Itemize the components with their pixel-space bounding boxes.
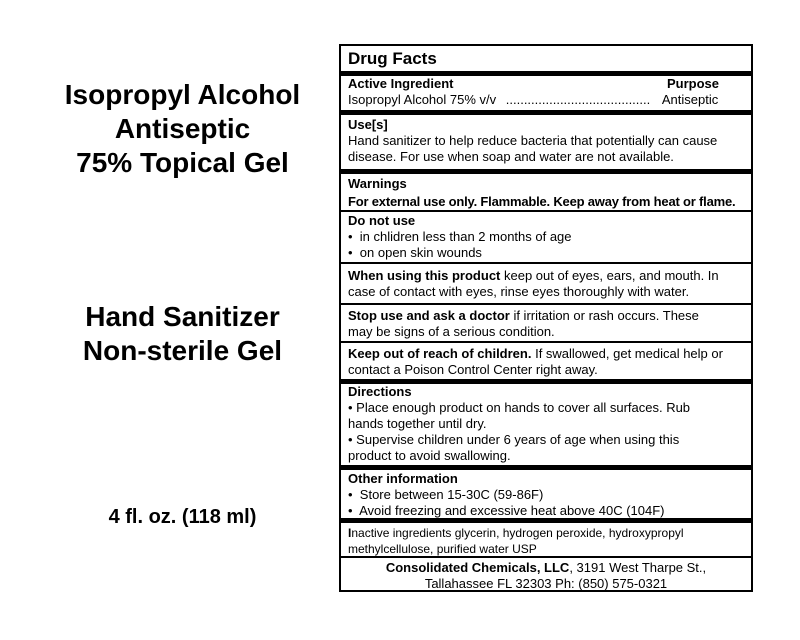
- directions-line: • Supervise children under 6 years of age when using this: [348, 432, 680, 447]
- manufacturer-name: Consolidated Chemicals, LLC: [385, 560, 570, 575]
- divider: [341, 556, 751, 558]
- product-subtitle: [30, 300, 335, 368]
- directions-line: product to avoid swallowing.: [348, 448, 511, 463]
- do-not-use-section: [341, 213, 751, 261]
- purpose-value: Antiseptic: [661, 92, 719, 107]
- divider: [341, 465, 751, 470]
- title-line: Isopropyl Alcohol: [64, 79, 301, 110]
- stop-use-heading: Stop use and ask a doctor: [348, 308, 510, 323]
- divider: [341, 110, 751, 115]
- do-not-use-item: • in chlidren less than 2 months of age: [348, 229, 572, 244]
- manufacturer-address: , 3191 West Tharpe St.,: [569, 560, 707, 575]
- stop-use-text: if irritation or rash occurs. These: [509, 308, 699, 323]
- drug-facts-panel: [339, 44, 753, 592]
- subtitle-line: Non-sterile Gel: [82, 335, 283, 366]
- divider: [341, 210, 751, 212]
- directions-heading: Directions: [348, 384, 412, 399]
- stop-use-section: [341, 308, 751, 340]
- divider: [341, 518, 751, 523]
- inactive-text: glycerin, hydrogen peroxide, hydroxypropyl: [451, 526, 684, 540]
- uses-heading: Use[s]: [348, 117, 388, 132]
- keep-out-text: If swallowed, get medical help or: [531, 346, 723, 361]
- stop-use-text: may be signs of a serious condition.: [348, 324, 555, 339]
- subtitle-line: Hand Sanitizer: [85, 301, 280, 332]
- when-using-section: [341, 268, 751, 300]
- inactive-section: Inactive ingredients glycerin, hydrogen peroxide, hydroxypropyl methylcellulose, purified water USP: [341, 525, 751, 557]
- when-using-text: case of contact with eyes, rinse eyes thoroughly with water.: [348, 284, 690, 299]
- do-not-use-heading: Do not use: [348, 213, 416, 228]
- product-title: [30, 78, 335, 180]
- other-info-heading: Other information: [348, 471, 458, 486]
- divider: [341, 303, 751, 305]
- drug-facts-heading: Drug Facts: [348, 49, 437, 68]
- manufacturer-contact: Tallahassee FL 32303 Ph: (850) 575-0321: [424, 576, 668, 591]
- other-info-item: • Avoid freezing and excessive heat above 40C (104F): [348, 503, 665, 518]
- leader-dots: ........................................: [505, 92, 651, 107]
- active-ingredient-section: [341, 76, 751, 108]
- when-using-text: keep out of eyes, ears, and mouth. In: [500, 268, 719, 283]
- other-info-item: • Store between 15-30C (59-86F): [348, 487, 544, 502]
- directions-section: [341, 384, 751, 464]
- other-info-section: [341, 471, 751, 519]
- when-using-heading: When using this product: [348, 268, 501, 283]
- keep-out-section: [341, 346, 751, 378]
- divider: [341, 262, 751, 264]
- uses-line: Hand sanitizer to help reduce bacteria that potentially can cause: [348, 133, 718, 148]
- inactive-text: methylcellulose, purified water USP: [348, 542, 537, 556]
- warnings-text: For external use only. Flammable. Keep away from heat or flame.: [348, 194, 736, 209]
- directions-line: • Place enough product on hands to cover all surfaces. Rub: [348, 400, 691, 415]
- directions-line: hands together until dry.: [348, 416, 487, 431]
- title-line: 75% Topical Gel: [76, 147, 289, 178]
- active-ingredient: Isopropyl Alcohol 75% v/v: [348, 92, 497, 107]
- manufacturer-section: [341, 560, 751, 592]
- divider: [341, 341, 751, 343]
- net-contents: 4 fl. oz. (118 ml): [108, 506, 257, 528]
- active-ingredient-label: Active Ingredient: [348, 76, 454, 91]
- inactive-heading: nactive ingredients: [351, 526, 452, 540]
- divider: [341, 169, 751, 174]
- keep-out-text: contact a Poison Control Center right away.: [348, 362, 598, 377]
- warnings-section: [341, 176, 751, 210]
- warnings-heading: Warnings: [348, 176, 407, 191]
- purpose-label: Purpose: [666, 76, 719, 91]
- uses-line: disease. For use when soap and water are not available.: [348, 149, 674, 164]
- keep-out-heading: Keep out of reach of children.: [348, 346, 532, 361]
- title-line: Antiseptic: [114, 113, 251, 144]
- uses-section: [341, 117, 751, 165]
- active-ingredient-row: [348, 92, 747, 108]
- do-not-use-item: • on open skin wounds: [348, 245, 482, 260]
